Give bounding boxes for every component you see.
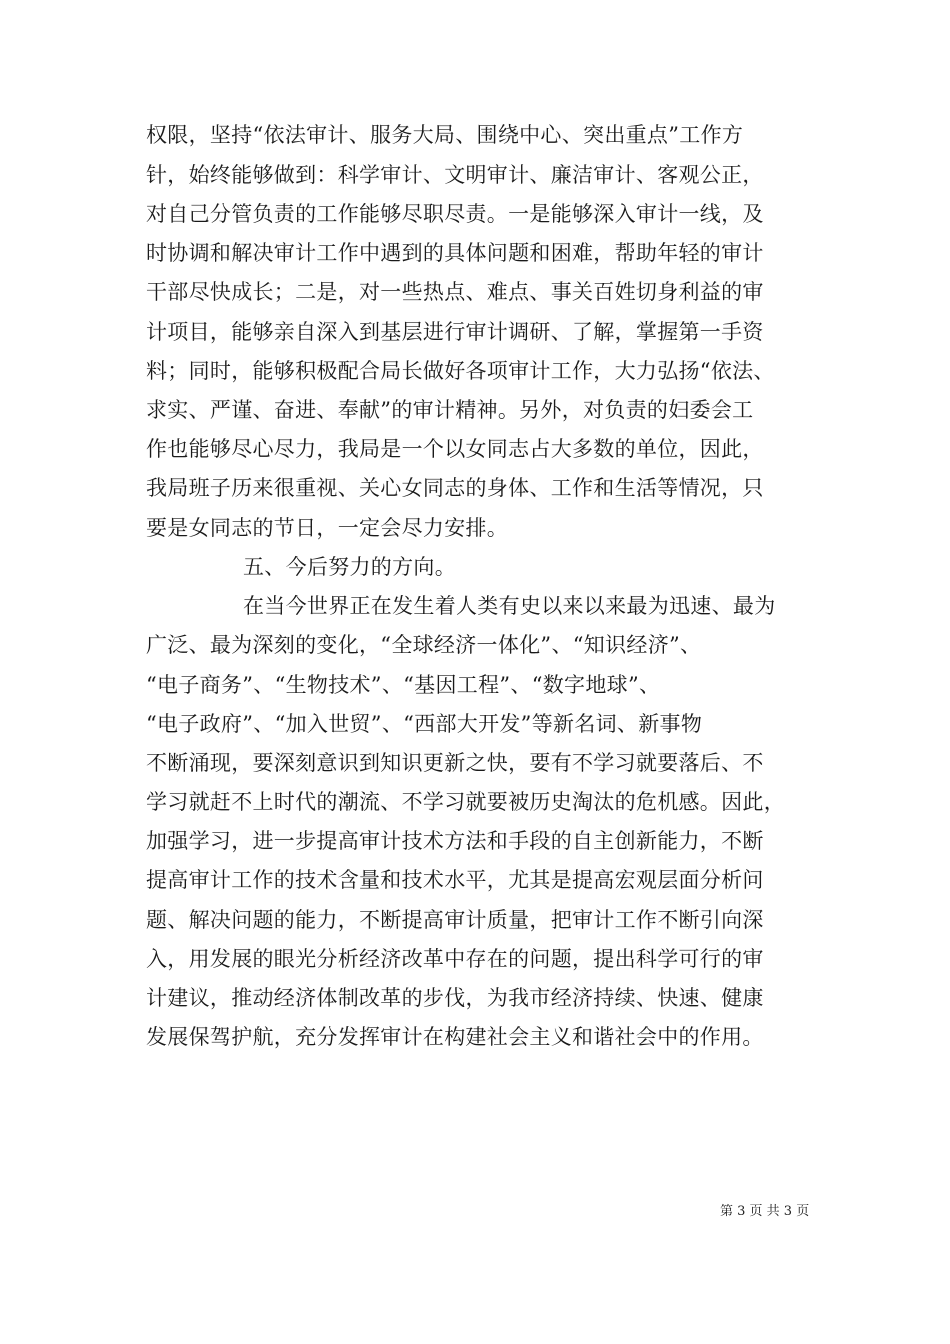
text-line: 加强学习，进一步提高审计技术方法和手段的自主创新能力，不断 <box>146 829 764 853</box>
section-heading: 五、今后努力的方向。 <box>243 555 456 579</box>
text-line: 我局班子历来很重视、关心女同志的身体、工作和生活等情况，只 <box>146 476 764 500</box>
text-line: 权限，坚持“依法审计、服务大局、围绕中心、突出重点”工作方 <box>146 123 744 147</box>
text-line: 学习就赶不上时代的潮流、不学习就要被历史淘汰的危机感。因此， <box>146 790 785 814</box>
text-line: 对自己分管负责的工作能够尽职尽责。一是能够深入审计一线，及 <box>146 202 764 226</box>
text-line: 要是女同志的节日，一定会尽力安排。 <box>146 516 509 540</box>
text-line: 时协调和解决审计工作中遇到的具体问题和困难，帮助年轻的审计 <box>146 241 764 265</box>
text-line: “电子商务”、“生物技术”、“基因工程”、“数字地球”、 <box>146 673 661 697</box>
text-line: 广泛、最为深刻的变化，“全球经济一体化”、“知识经济”、 <box>146 633 702 657</box>
text-line: 入，用发展的眼光分析经济改革中存在的问题，提出科学可行的审 <box>146 947 764 971</box>
text-line: 作也能够尽心尽力，我局是一个以女同志占大多数的单位，因此， <box>146 437 764 461</box>
text-line: 针，始终能够做到：科学审计、文明审计、廉洁审计、客观公正， <box>146 163 764 187</box>
text-line: 在当今世界正在发生着人类有史以来以来最为迅速、最为 <box>243 594 776 618</box>
text-line: 题、解决问题的能力，不断提高审计质量，把审计工作不断引向深 <box>146 908 764 932</box>
text-line: 干部尽快成长；二是，对一些热点、难点、事关百姓切身利益的审 <box>146 280 764 304</box>
text-line: 提高审计工作的技术含量和技术水平，尤其是提高宏观层面分析问 <box>146 868 764 892</box>
page-number: 第 3 页 共 3 页 <box>720 1204 810 1219</box>
text-line: “电子政府”、“加入世贸”、“西部大开发”等新名词、新事物 <box>146 712 703 736</box>
text-line: 求实、严谨、奋进、奉献”的审计精神。另外，对负责的妇委会工 <box>146 398 754 422</box>
text-line: 料；同时，能够积极配合局长做好各项审计工作，大力弘扬“依法、 <box>146 359 775 383</box>
text-line: 计建议，推动经济体制改革的步伐，为我市经济持续、快速、健康 <box>146 986 764 1010</box>
text-line: 发展保驾护航，充分发挥审计在构建社会主义和谐社会中的作用。 <box>146 1025 764 1049</box>
text-line: 不断涌现，要深刻意识到知识更新之快，要有不学习就要落后、不 <box>146 751 764 775</box>
text-line: 计项目，能够亲自深入到基层进行审计调研、了解，掌握第一手资 <box>146 320 764 344</box>
